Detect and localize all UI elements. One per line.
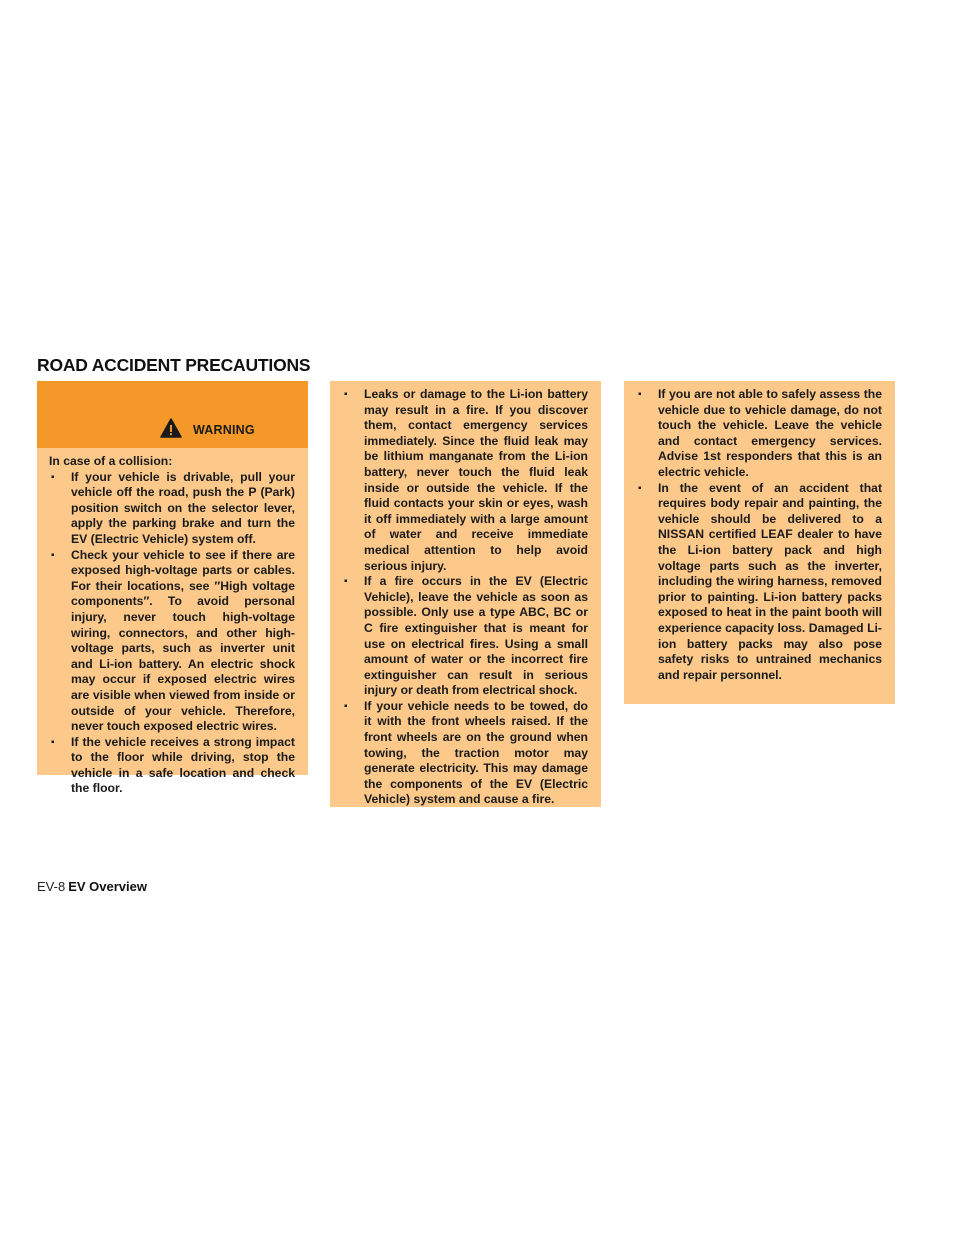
list-item: ▪ If your vehicle is drivable, pull your vehicle off the road, push the P (Park) position switch on the selector lever, apply the parking brake and turn the EV (Electric Vehicle) system off.	[49, 470, 295, 548]
warning-label: WARNING	[193, 423, 255, 437]
warning-header	[37, 381, 308, 448]
list-item: ▪ Check your vehicle to see if there are exposed high-voltage parts or cables. For their locations, see ″High voltage components″. To avoid personal injury, never touch high-voltage wiring, connectors, and other high-voltage parts, such as inverter unit and Li-ion battery. An electric shock may occur if exposed electric wires are visible when viewed from inside or outside of your vehicle. Therefore, never touch exposed electric wires.	[49, 548, 295, 735]
warning-triangle-icon	[160, 418, 182, 438]
list-item: ▪ Leaks or damage to the Li-ion battery may result in a fire. If you discover them, contact emergency services immediately. Since the fluid leak may be lithium manganate from the Li-ion battery, never touch the fluid leak inside or outside the vehicle. If the fluid contacts your skin or eyes, wash it off immediately with a large amount of water and receive immediate medical attention to help avoid serious injury.	[342, 387, 588, 574]
warning-column-2	[330, 381, 601, 807]
section-title: ROAD ACCIDENT PRECAUTIONS	[37, 355, 311, 375]
warning-list-3	[636, 387, 882, 683]
page-number: EV-8	[37, 879, 66, 894]
list-item: ▪ If a fire occurs in the EV (Electric Vehicle), leave the vehicle as soon as possible. Only use a type ABC, BC or C fire extinguisher that is meant for use on electrical fires. Using a small amount of water or the incorrect fire extinguisher can result in serious injury or death from electrical shock.	[342, 574, 588, 699]
warning-column-1	[37, 381, 308, 796]
page-footer	[37, 879, 147, 894]
warning-column-3	[624, 381, 895, 704]
warning-list-2	[342, 387, 588, 808]
warning-list-1	[49, 470, 295, 797]
list-item: ▪ If you are not able to safely assess the vehicle due to vehicle damage, do not touch the vehicle. Leave the vehicle and contact emergency services. Advise 1st responders that this is an electric vehicle.	[636, 387, 882, 481]
warning-intro: In case of a collision:	[49, 454, 173, 468]
chapter-title: EV Overview	[68, 879, 147, 894]
list-item: ▪ If your vehicle needs to be towed, do it with the front wheels raised. If the front wheels are on the ground when towing, the traction motor may generate electricity. This may damage the components of the EV (Electric Vehicle) system and cause a fire.	[342, 699, 588, 808]
list-item: ▪ In the event of an accident that requires body repair and painting, the vehicle should be delivered to a NISSAN certified LEAF dealer to have the Li-ion battery pack and high voltage parts such as the inverter, including the wiring harness, removed prior to painting. Li-ion battery packs exposed to heat in the paint booth will experience capacity loss. Damaged Li-ion battery packs may also pose safety risks to untrained mechanics and repair personnel.	[636, 481, 882, 684]
list-item: ▪ If the vehicle receives a strong impact to the floor while driving, stop the vehicle in a safe location and check the floor.	[49, 735, 295, 797]
